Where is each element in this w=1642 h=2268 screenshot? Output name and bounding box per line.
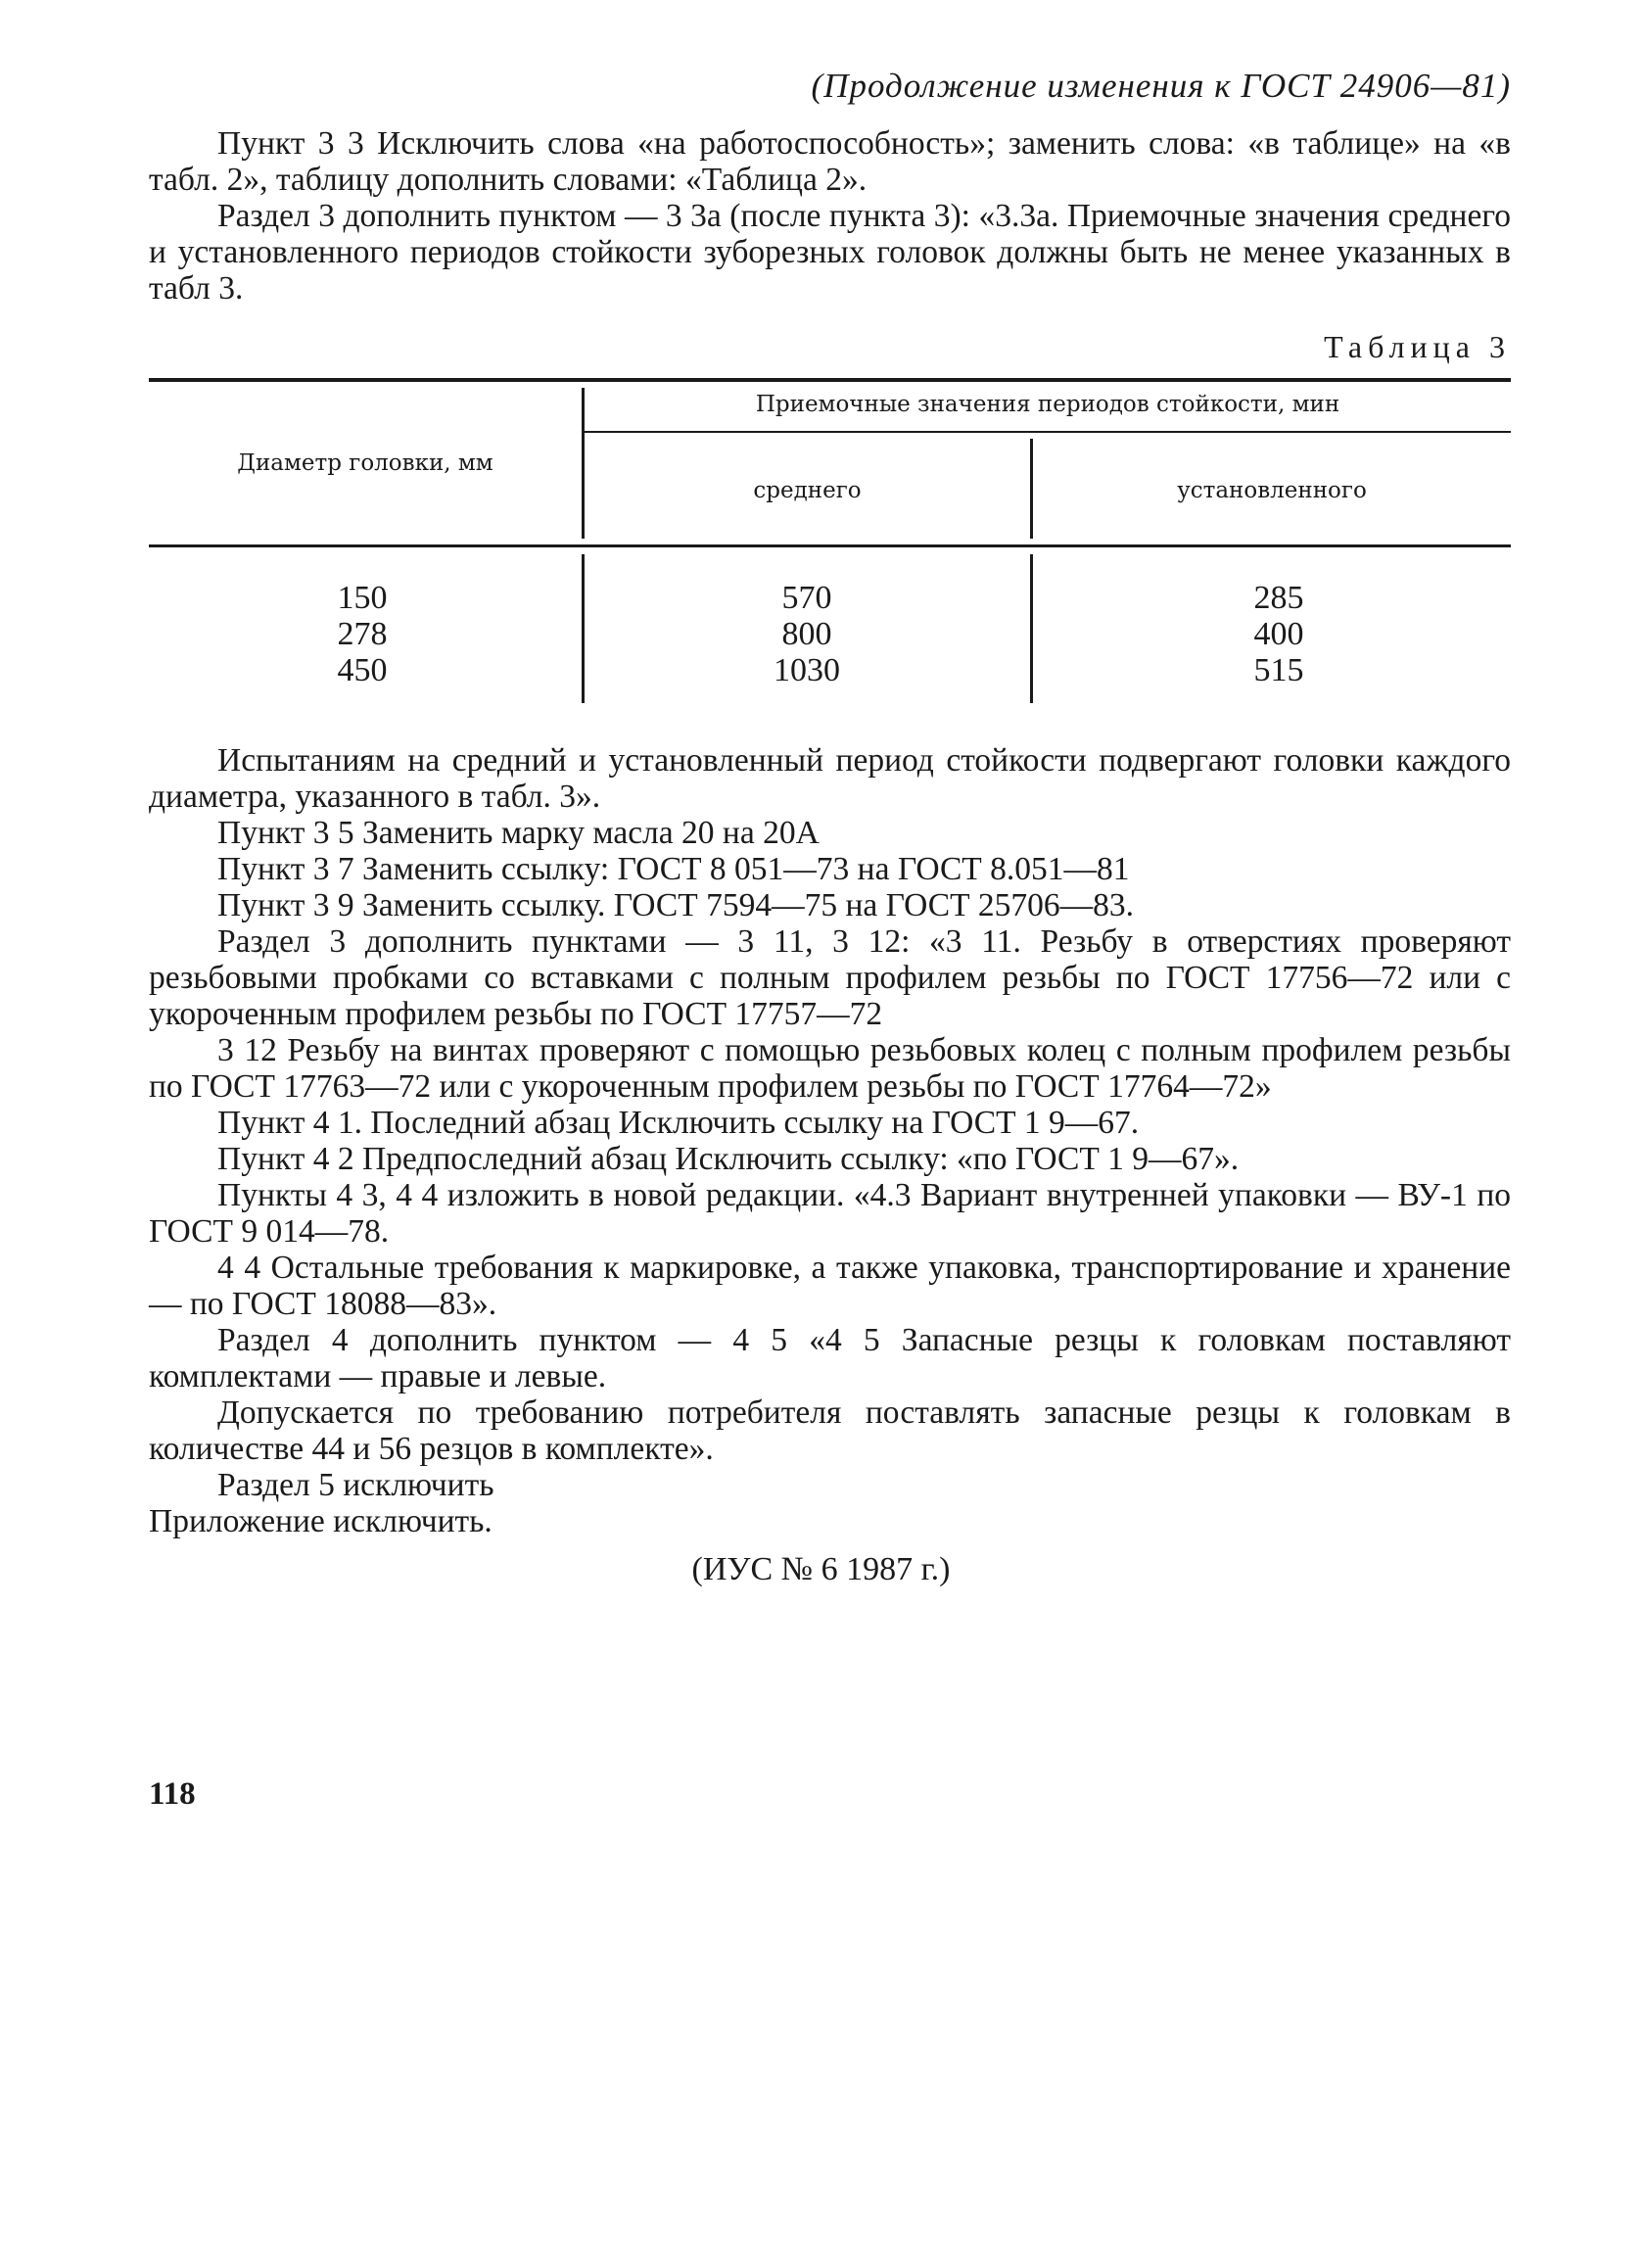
col-average-header: среднего	[753, 478, 862, 503]
set-values: 285 400 515	[1253, 580, 1304, 688]
col-group-header: Приемочные значения периодов стойкости, мин	[755, 392, 1340, 417]
paragraph: Пункт 4 1. Последний абзац Исключить ссылку на ГОСТ 1 9—67.	[217, 1105, 1140, 1141]
paragraph: 3 12 Резьбу на винтах проверяют с помощью резьбовых колец с полным профилем резьбы по ГОСТ 17763—72 или с укороченным профилем резьбы по ГОСТ 17764—72»	[149, 1032, 1511, 1105]
page-number: 118	[149, 1776, 196, 1812]
table-top-rule	[149, 378, 1511, 382]
paragraph: Приложение исключить.	[149, 1503, 493, 1539]
table-group-rule	[584, 431, 1511, 433]
paragraph: Испытаниям на средний и установленный период стойкости подвергают головки каждого диаметра, указанного в табл. 3».	[149, 742, 1511, 815]
intro-text	[149, 125, 1511, 307]
paragraph: Пункт 4 2 Предпоследний абзац Исключить ссылку: «по ГОСТ 1 9—67».	[217, 1141, 1240, 1177]
table-header-rule	[149, 544, 1511, 547]
paragraph: Пункты 4 3, 4 4 изложить в новой редакции. «4.3 Вариант внутренней упаковки — ВУ-1 по ГОСТ 9 014—78.	[149, 1177, 1511, 1250]
table-caption: Таблица 3	[1324, 329, 1511, 364]
paragraph: Пункт 3 5 Заменить марку масла 20 на 20А	[217, 815, 820, 851]
paragraph: Пункт 3 9 Заменить ссылку. ГОСТ 7594—75 на ГОСТ 25706—83.	[217, 887, 1135, 923]
paragraph: Пункт 3 7 Заменить ссылку: ГОСТ 8 051—73 на ГОСТ 8.051—81	[217, 851, 1130, 887]
paragraph: 4 4 Остальные требования к маркировке, а также упаковка, транспортирование и хранение — по ГОСТ 18088—83».	[149, 1250, 1511, 1322]
col-diameter-header: Диаметр головки, мм	[237, 450, 493, 476]
table-vline	[582, 554, 585, 703]
page-header: (Продолжение изменения к ГОСТ 24906—81)	[811, 67, 1511, 105]
table-vline	[1030, 554, 1033, 703]
paragraph: Пункт 3 3 Исключить слова «на работоспособность»; заменить слова: «в таблице» на «в табл. 2», таблицу дополнить словами: «Таблица 2».	[149, 125, 1511, 198]
paragraph: Раздел 4 дополнить пунктом — 4 5 «4 5 Запасные резцы к головкам поставляют комплектами — правые и левые.	[149, 1322, 1511, 1394]
paragraph: Допускается по требованию потребителя поставлять запасные резцы к головкам в количестве 44 и 56 резцов в комплекте».	[149, 1394, 1511, 1467]
paragraph: Раздел 5 исключить	[217, 1467, 494, 1503]
col-set-header: установленного	[1177, 478, 1367, 503]
average-values: 570 800 1030	[774, 580, 840, 688]
body-text	[149, 742, 1511, 1539]
ius-reference: (ИУС № 6 1987 г.)	[691, 1551, 951, 1587]
paragraph: Раздел 3 дополнить пунктами — 3 11, 3 12: «3 11. Резьбу в отверстиях проверяют резьбовыми пробками со вставками с полным профилем резьбы по ГОСТ 17756—72 или с укороченным профилем резьбы по ГОСТ 17757—72	[149, 923, 1511, 1032]
diameter-values: 150 278 450	[337, 580, 388, 688]
paragraph: Раздел 3 дополнить пунктом — 3 3а (после пункта 3): «3.3а. Приемочные значения среднего и установленного периодов стойкости зуборезных головок должны быть не менее указанных в табл 3.	[149, 198, 1511, 307]
